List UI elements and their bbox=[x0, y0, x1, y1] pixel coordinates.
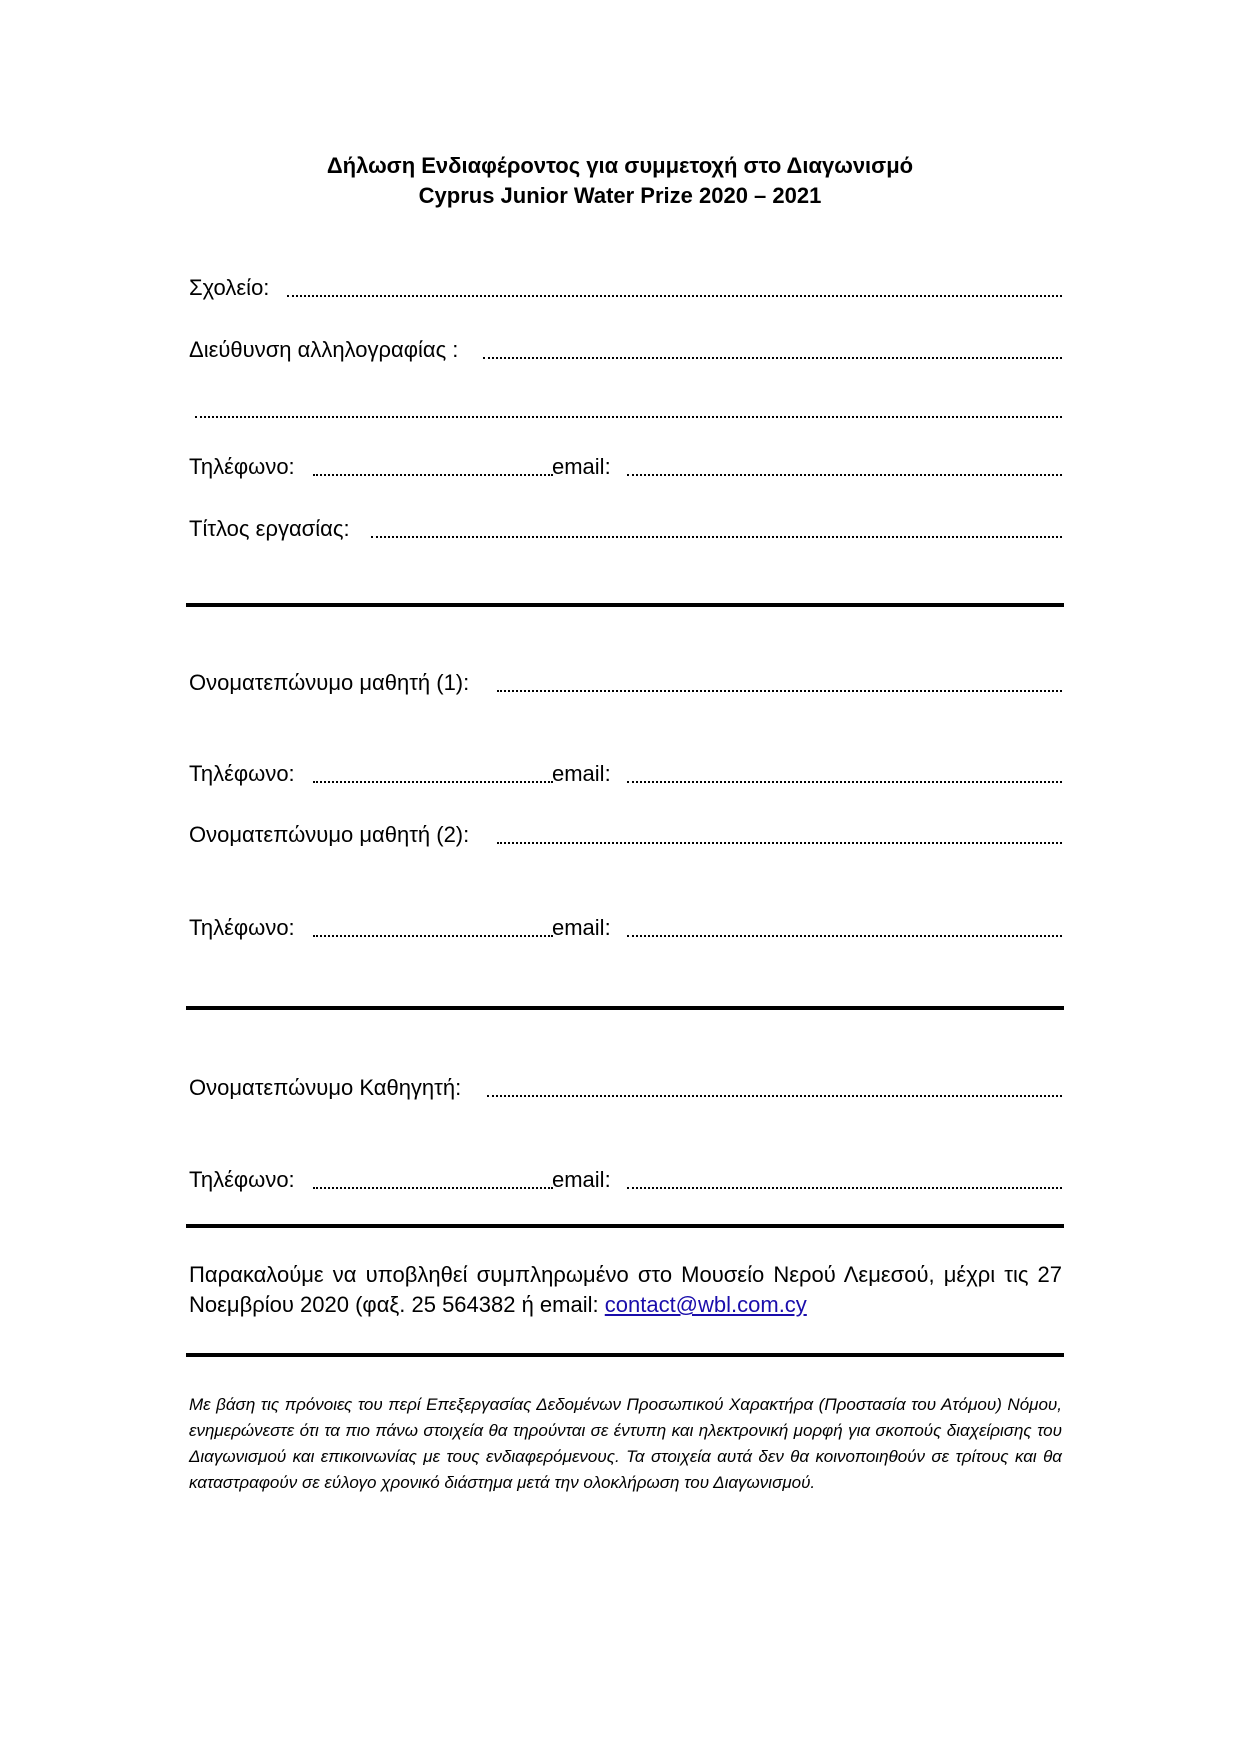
address-continuation-field[interactable] bbox=[189, 393, 1062, 425]
school-input-line[interactable] bbox=[287, 272, 1062, 297]
school-email-label: email: bbox=[552, 454, 611, 479]
form-subtitle: Cyprus Junior Water Prize 2020 – 2021 bbox=[418, 183, 822, 208]
school-phone-email-field[interactable] bbox=[189, 451, 1062, 483]
form-title: Δήλωση Ενδιαφέροντος για συμμετοχή στο Διαγωνισμό bbox=[326, 153, 914, 178]
section-divider-3 bbox=[186, 1224, 1064, 1228]
address-label: Διεύθυνση αλληλογραφίας : bbox=[189, 337, 459, 362]
teacher-email-input-line[interactable] bbox=[627, 1164, 1062, 1189]
student2-email-label: email: bbox=[552, 915, 611, 940]
submission-notice bbox=[189, 1260, 1062, 1320]
student1-name-field[interactable] bbox=[189, 667, 1062, 699]
section-divider-4 bbox=[186, 1353, 1064, 1357]
student2-phone-input-line[interactable] bbox=[313, 912, 553, 937]
address-field[interactable] bbox=[189, 334, 1062, 366]
student2-name-field[interactable] bbox=[189, 819, 1062, 851]
teacher-phone-email-field[interactable] bbox=[189, 1164, 1062, 1196]
project-title-input-line[interactable] bbox=[371, 513, 1062, 538]
student1-email-label: email: bbox=[552, 761, 611, 786]
student2-email-input-line[interactable] bbox=[627, 912, 1062, 937]
student2-name-label: Ονοματεπώνυμο μαθητή (2): bbox=[189, 822, 470, 847]
section-divider-2 bbox=[186, 1006, 1064, 1010]
school-email-input-line[interactable] bbox=[627, 451, 1062, 476]
privacy-notice: Με βάση τις πρόνοιες του περί Επεξεργασίας Δεδομένων Προσωπικού Χαρακτήρα (Προστασία του Ατόμου) Νόμου, ενημερώνεστε ότι τα πιο πάνω στοιχεία θα τηρούνται σε έντυπη και ηλεκτρονική μορφή για σκοπούς διαχείρισης του Διαγωνισμού και επικοινωνίας με τους ενδιαφερόμενους. Τα στοιχεία αυτά δεν θα κοινοποιηθούν σε τρίτους και θα καταστραφούν σε εύλογο χρονικό διάστημα μετά την ολοκλήρωση του Διαγωνισμού. bbox=[189, 1395, 1062, 1492]
teacher-name-input-line[interactable] bbox=[487, 1072, 1062, 1097]
student1-name-input-line[interactable] bbox=[497, 667, 1062, 692]
project-title-label: Τίτλος εργασίας: bbox=[189, 516, 350, 541]
teacher-name-label: Ονοματεπώνυμο Καθηγητή: bbox=[189, 1075, 462, 1100]
school-phone-label: Τηλέφωνο: bbox=[189, 454, 295, 479]
school-field[interactable] bbox=[189, 272, 1062, 304]
section-divider-1 bbox=[186, 603, 1064, 607]
address-input-line[interactable] bbox=[483, 334, 1062, 359]
student2-name-input-line[interactable] bbox=[497, 819, 1062, 844]
contact-email-link[interactable]: contact@wbl.com.cy bbox=[604, 1292, 807, 1317]
school-phone-input-line[interactable] bbox=[313, 451, 553, 476]
address-continuation-line[interactable] bbox=[195, 393, 1062, 418]
project-title-field[interactable] bbox=[189, 513, 1062, 545]
student1-phone-input-line[interactable] bbox=[313, 758, 553, 783]
school-label: Σχολείο: bbox=[189, 275, 270, 300]
student1-phone-email-field[interactable] bbox=[189, 758, 1062, 790]
teacher-phone-input-line[interactable] bbox=[313, 1164, 553, 1189]
student2-phone-email-field[interactable] bbox=[189, 912, 1062, 944]
teacher-name-field[interactable] bbox=[189, 1072, 1062, 1104]
submission-text: Παρακαλούμε να υποβληθεί συμπληρωμένο στο Μουσείο Νερού Λεμεσού, μέχρι τις 27 Νοεμβρίου 2020 (φαξ. 25 564382 ή email: bbox=[189, 1262, 1062, 1317]
student1-name-label: Ονοματεπώνυμο μαθητή (1): bbox=[189, 670, 470, 695]
student1-email-input-line[interactable] bbox=[627, 758, 1062, 783]
teacher-email-label: email: bbox=[552, 1167, 611, 1192]
student1-phone-label: Τηλέφωνο: bbox=[189, 761, 295, 786]
student2-phone-label: Τηλέφωνο: bbox=[189, 915, 295, 940]
teacher-phone-label: Τηλέφωνο: bbox=[189, 1167, 295, 1192]
